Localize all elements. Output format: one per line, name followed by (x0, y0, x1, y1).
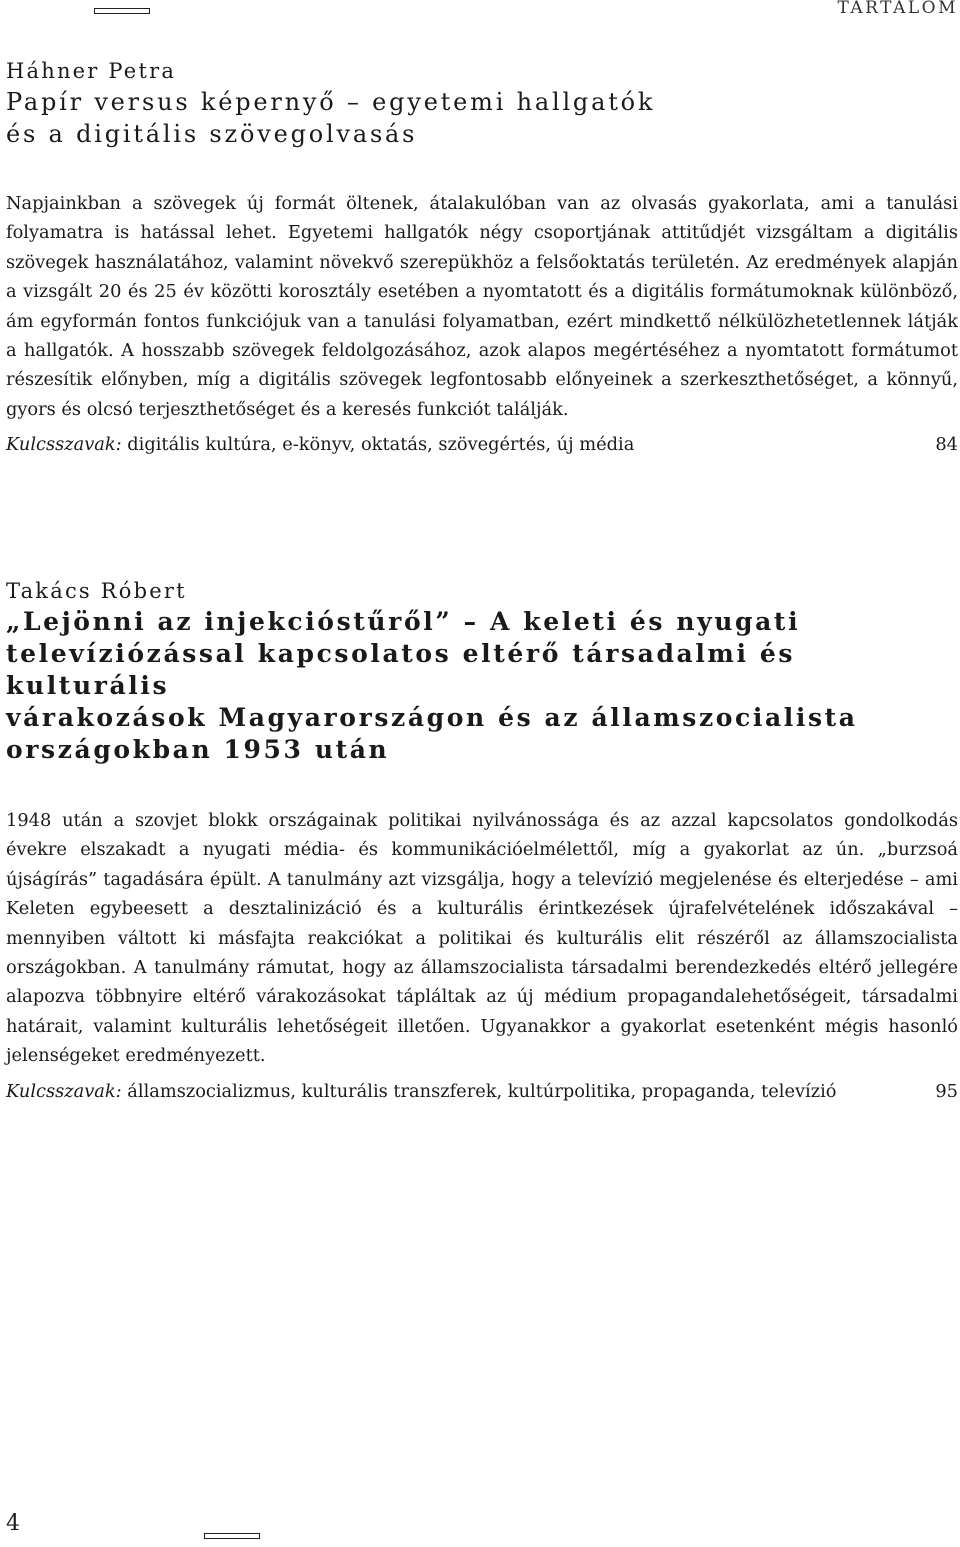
entry-title-line: televíziózással kapcsolatos eltérő társadalmi és kulturális (6, 639, 796, 700)
entry-title-line: Papír versus képernyő – egyetemi hallgatók (6, 88, 656, 116)
entry-keywords (6, 430, 958, 459)
entry-author: Takács Róbert (6, 579, 187, 603)
keywords-list: digitális kultúra, e-könyv, oktatás, szövegértés, új média (127, 434, 635, 456)
entry-title (6, 86, 958, 150)
page-number: 4 (6, 1511, 20, 1536)
entry-title-line: várakozások Magyarországon és az államszocialista (6, 703, 858, 732)
entry-abstract: 1948 után a szovjet blokk országainak politikai nyilvánossága és az azzal kapcsolatos gondolkodás évekre elszakadt a nyugati média- és kommunikációelmélettől, míg a gyakorlat az ún. „burzsoá újságírás” tagadására épült. A tanulmány azt vizsgálja, hogy a televízió megjelenése és elterjedése – ami Keleten egybeesett a desztalinizáció és a kulturális érintkezések újrafelvételének időszakával – mennyiben váltott ki másfajta reakciókat a politikai és kulturális elit részéről az államszocialista országokban. A tanulmány rámutat, hogy az államszocialista társadalmi berendezkedés eltérő jellegére alapozva többnyire eltérő várakozásokat tápláltak az új médium propagandalehetőségeit, társadalmi határait, valamint kulturális lehetőségeit illetően. Ugyanakkor a gyakorlat esetenként mégis hasonló jelenségeket eredményezett. (6, 810, 958, 1067)
header-decorative-bar (94, 8, 150, 14)
entry-title-line: országokban 1953 után (6, 735, 390, 764)
toc-entry (6, 58, 958, 460)
keywords-list: államszocializmus, kulturális transzferek, kultúrpolitika, propaganda, televízió (127, 1080, 837, 1102)
entry-page-number[interactable]: 95 (935, 1080, 958, 1102)
toc-entry (6, 578, 958, 1106)
keywords-label: Kulcsszavak: (6, 434, 122, 456)
keywords-label: Kulcsszavak: (6, 1080, 122, 1102)
entry-author: Háhner Petra (6, 59, 177, 83)
entry-title-line: „Lejönni az injekcióstűről” – A keleti és nyugati (6, 607, 801, 636)
entry-page-number[interactable]: 84 (935, 434, 958, 456)
entry-abstract: Napjainkban a szövegek új formát öltenek, átalakulóban van az olvasás gyakorlata, ami a tanulási folyamatra is hatással lehet. Egyetemi hallgatók négy csoportjának attitűdjét vizsgáltam a digitális szövegek használatához, valamint növekvő szerepükhöz a felsőoktatás területén. Az eredmények alapján a vizsgált 20 és 25 év közötti korosztály esetében a nyomtatott és a digitális formátumoknak különböző, ám egyformán fontos funkciójuk van a tanulási folyamatban, ezért mindkettő nélkülözhetetlennek látják a hallgatók. A hosszabb szövegek feldolgozásához, azok alapos megértéséhez a nyomtatott formátumot részesítik előnyben, míg a digitális szövegek legfontosabb előnyeinek a szerkeszthetőséget, a könnyű, gyors és olcsó terjeszthetőséget és a keresés funkciót találják. (6, 193, 958, 420)
entry-title (6, 606, 958, 766)
section-label: TARTALOM (837, 0, 958, 18)
footer-decorative-bar (204, 1533, 260, 1539)
entry-keywords (6, 1077, 958, 1106)
entry-title-line: és a digitális szövegolvasás (6, 120, 418, 148)
